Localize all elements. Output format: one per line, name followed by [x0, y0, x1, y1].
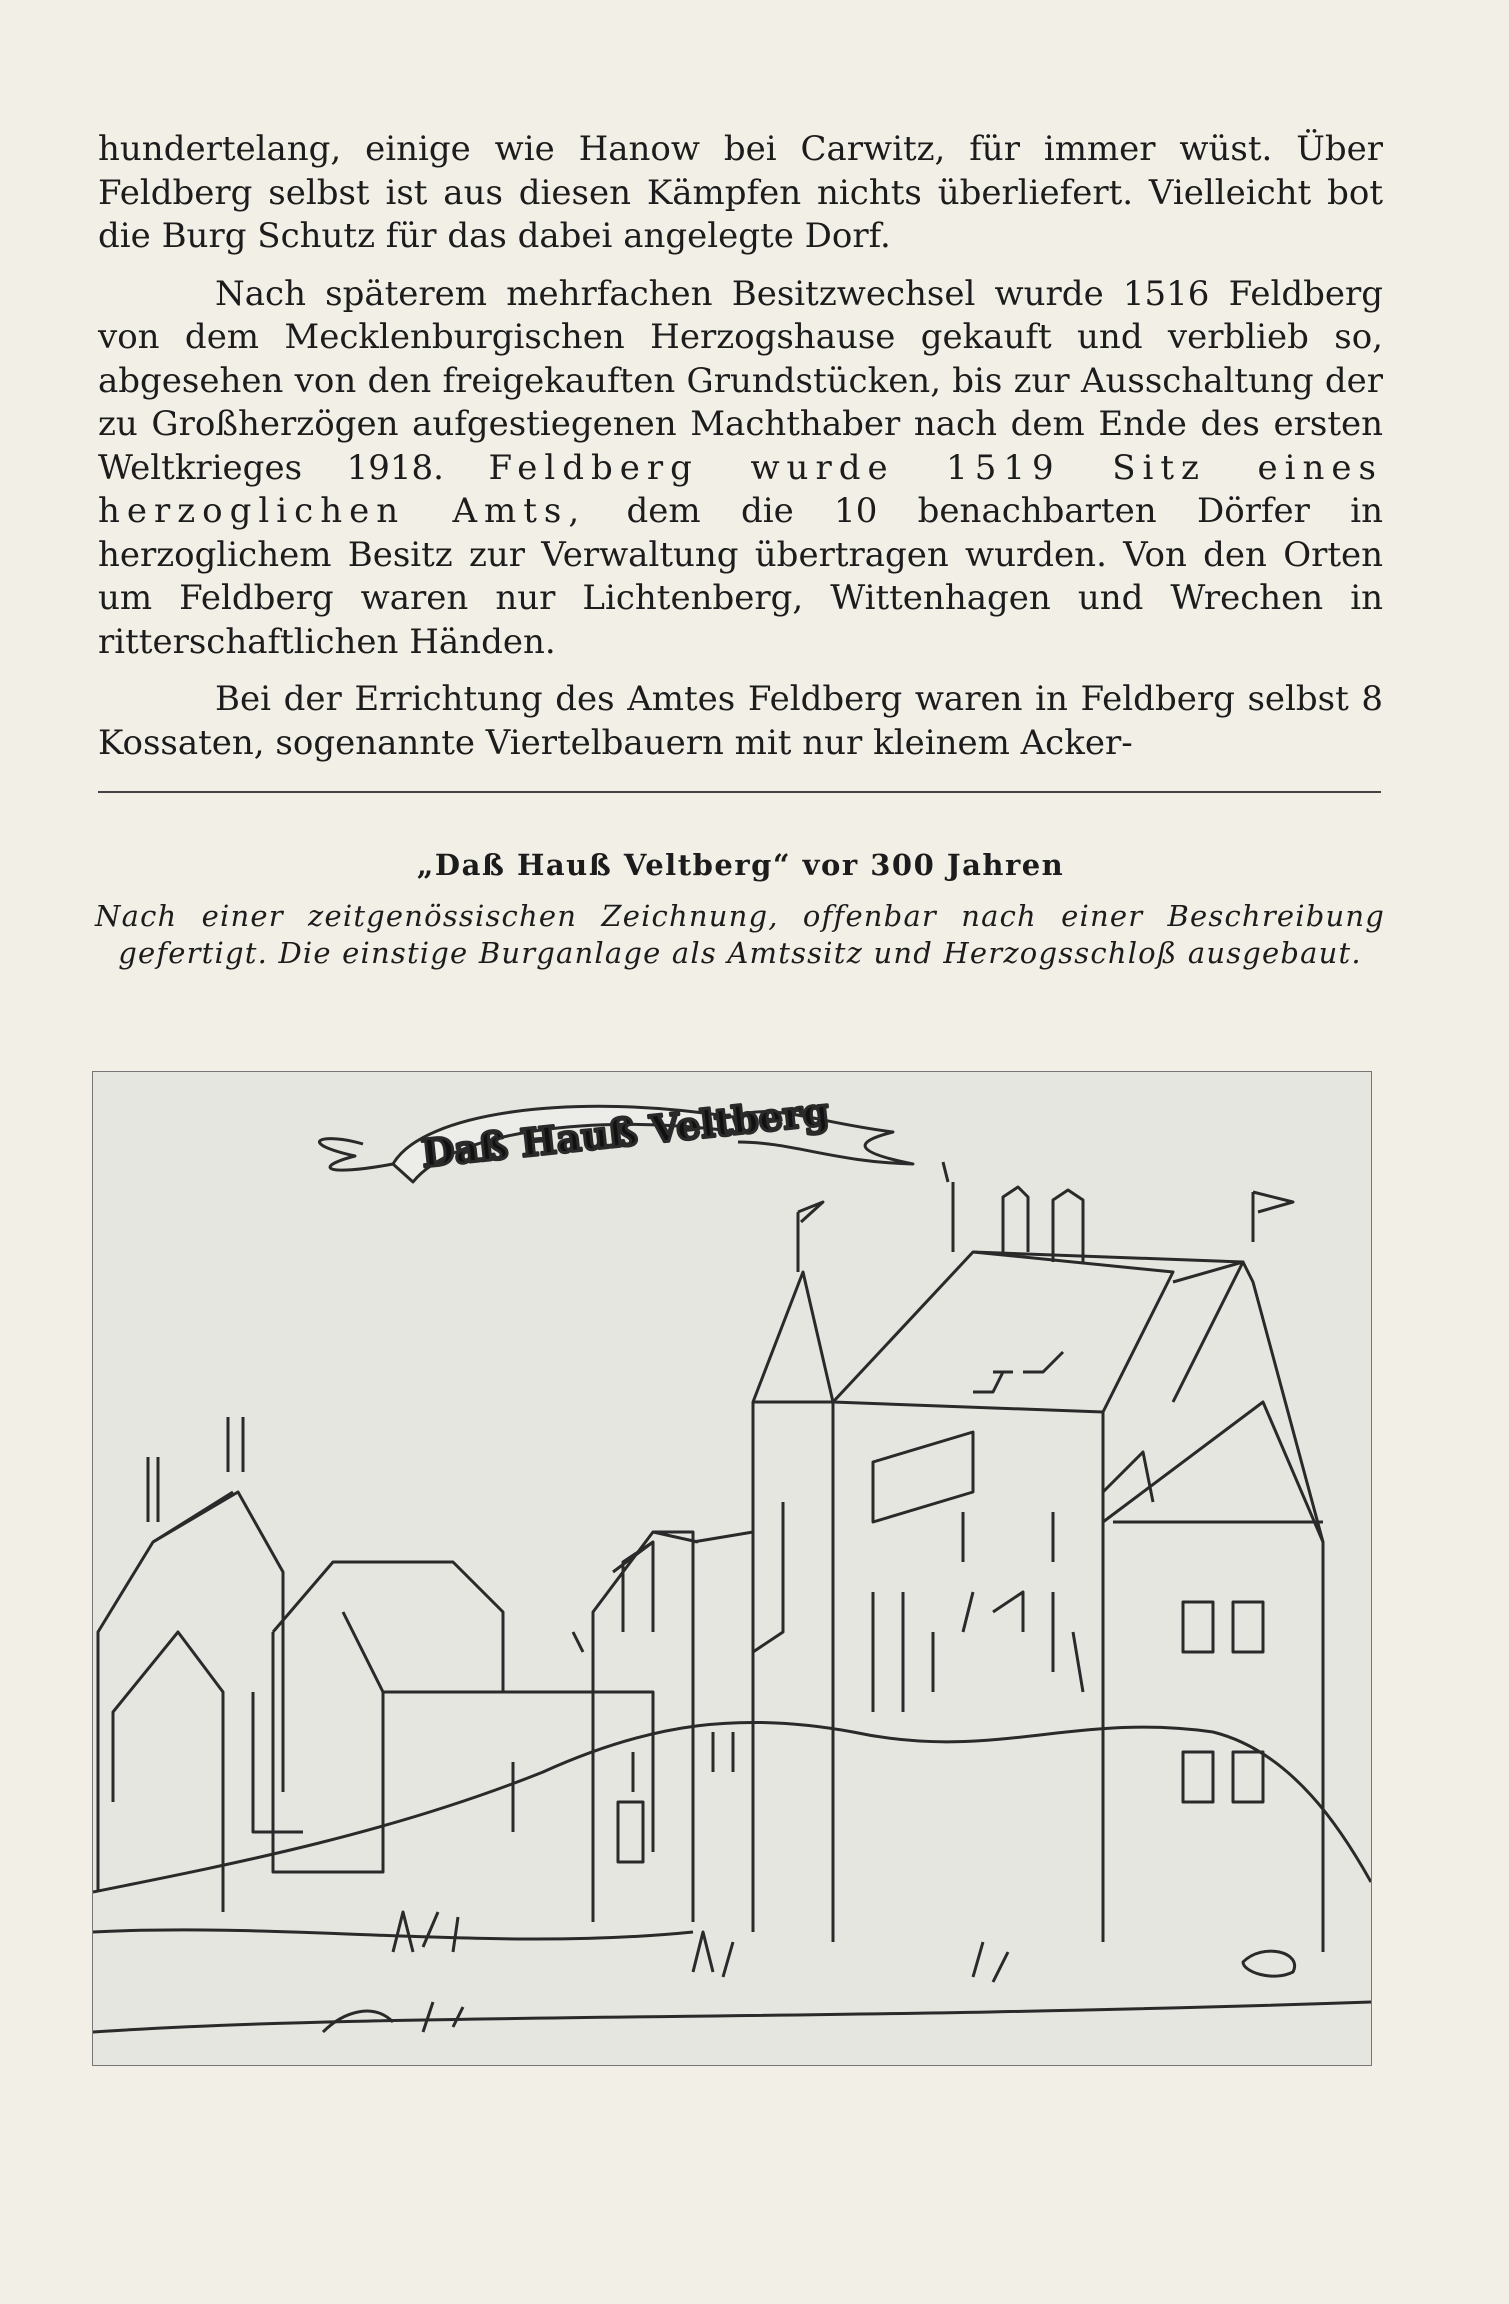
banner-ribbon: [319, 1088, 913, 1182]
right-wing: [1103, 1192, 1323, 1952]
castle-illustration: [92, 1071, 1372, 2066]
caption-text: Nach einer zeitgenössischen Zeichnung, offenbar nach einer Beschreibung gefertigt. Die einstige Burganlage als Amtssitz und Herzogsschloß ausgebaut.: [95, 899, 1385, 970]
body-text: [98, 128, 1383, 779]
banner-text: Daß Hauß Veltberg: [419, 1088, 832, 1176]
left-houses: [98, 1417, 653, 1912]
paragraph-2-spaced: Feldberg wurde 1519 Sitz eines herzoglichen Amts,: [98, 447, 1383, 531]
paragraph-2: [98, 273, 1383, 665]
tower: [753, 1202, 833, 1942]
paragraph-3: Bei der Errichtung des Amtes Feldberg waren in Feldberg selbst 8 Kossaten, sogenannte Viertelbauern mit nur kleinem Acker-: [98, 679, 1383, 763]
paragraph-1: hundertelang, einige wie Hanow bei Carwitz, für immer wüst. Über Feldberg selbst ist aus diesen Kämpfen nichts überliefert. Vielleicht bot die Burg Schutz für das dabei angelegte Dorf.: [98, 129, 1383, 256]
castle-drawing: [93, 1072, 1371, 2065]
paragraph-2-text: Nach späterem mehrfachen Besitzwechsel wurde 1516 Feldberg von dem Mecklenburgischen Herzogshause gekauft und verblieb so, abgesehen von den freigekauften Grundstücken, bis zur Ausschaltung der zu Großherzögen aufgestiegenen Machthaber nach dem Ende des ersten Weltkrieges 1918.: [98, 273, 1383, 488]
paragraph-2-rest: dem die 10 benachbarten Dörfer in herzoglichem Besitz zur Verwaltung übertragen wurden. Von den Orten um Feldberg waren nur Lichtenberg, Wittenhagen und Wrechen in ritterschaftlichen Händen.: [98, 491, 1383, 662]
divider-rule: [98, 791, 1381, 793]
caption-title: „Daß Hauß Veltberg“ vor 300 Jahren: [416, 848, 1065, 882]
middle-building: [593, 1532, 753, 1922]
